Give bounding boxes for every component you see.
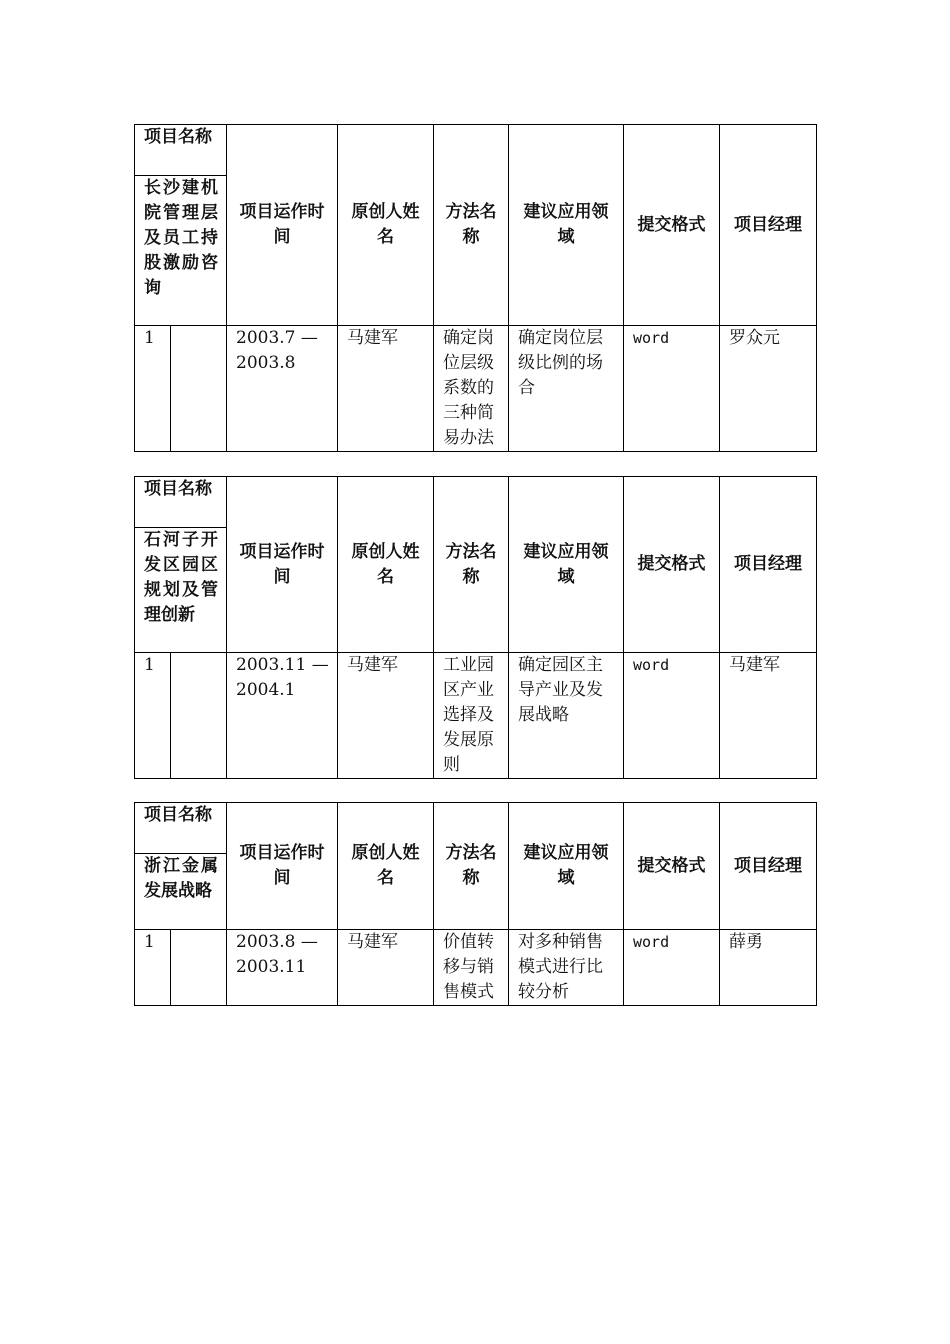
author-header: 原创人姓名 bbox=[338, 125, 434, 326]
time-header: 项目运作时间 bbox=[227, 803, 338, 930]
empty-cell bbox=[171, 653, 227, 779]
row-time: 2003.11 —2004.1 bbox=[227, 653, 338, 779]
row-time: 2003.8 —2003.11 bbox=[227, 930, 338, 1006]
row-index: 1 bbox=[135, 653, 171, 779]
project-table-3 bbox=[134, 802, 817, 1006]
row-method: 工业园区产业选择及发展原则 bbox=[434, 653, 509, 779]
application-header: 建议应用领域 bbox=[509, 477, 624, 653]
row-manager: 罗众元 bbox=[720, 326, 817, 452]
method-header: 方法名称 bbox=[434, 477, 509, 653]
author-header: 原创人姓名 bbox=[338, 477, 434, 653]
method-header: 方法名称 bbox=[434, 803, 509, 930]
project-name-header: 项目名称 bbox=[135, 125, 227, 176]
format-header: 提交格式 bbox=[624, 125, 720, 326]
row-manager: 马建军 bbox=[720, 653, 817, 779]
row-format: word bbox=[624, 653, 720, 779]
row-method: 价值转移与销售模式 bbox=[434, 930, 509, 1006]
application-header: 建议应用领域 bbox=[509, 803, 624, 930]
row-application: 确定园区主导产业及发展战略 bbox=[509, 653, 624, 779]
project-name-header: 项目名称 bbox=[135, 803, 227, 854]
table-row bbox=[135, 326, 817, 452]
manager-header: 项目经理 bbox=[720, 477, 817, 653]
manager-header: 项目经理 bbox=[720, 803, 817, 930]
row-application: 对多种销售模式进行比较分析 bbox=[509, 930, 624, 1006]
project-table-1 bbox=[134, 124, 817, 452]
row-manager: 薛勇 bbox=[720, 930, 817, 1006]
project-name: 石河子开发区园区规划及管理创新 bbox=[135, 528, 227, 653]
row-time: 2003.7 —2003.8 bbox=[227, 326, 338, 452]
method-header: 方法名称 bbox=[434, 125, 509, 326]
author-header: 原创人姓名 bbox=[338, 803, 434, 930]
project-name: 长沙建机院管理层及员工持股激励咨询 bbox=[135, 176, 227, 326]
empty-cell bbox=[171, 326, 227, 452]
row-author: 马建军 bbox=[338, 930, 434, 1006]
time-header: 项目运作时间 bbox=[227, 477, 338, 653]
format-header: 提交格式 bbox=[624, 803, 720, 930]
manager-header: 项目经理 bbox=[720, 125, 817, 326]
time-header: 项目运作时间 bbox=[227, 125, 338, 326]
row-index: 1 bbox=[135, 930, 171, 1006]
table-row bbox=[135, 930, 817, 1006]
row-format: word bbox=[624, 930, 720, 1006]
row-author: 马建军 bbox=[338, 653, 434, 779]
project-name: 浙江金属发展战略 bbox=[135, 854, 227, 930]
project-table-2 bbox=[134, 476, 817, 779]
project-name-header: 项目名称 bbox=[135, 477, 227, 528]
row-method: 确定岗位层级系数的三种简易办法 bbox=[434, 326, 509, 452]
table-row bbox=[135, 653, 817, 779]
row-index: 1 bbox=[135, 326, 171, 452]
empty-cell bbox=[171, 930, 227, 1006]
application-header: 建议应用领域 bbox=[509, 125, 624, 326]
row-application: 确定岗位层级比例的场合 bbox=[509, 326, 624, 452]
row-format: word bbox=[624, 326, 720, 452]
format-header: 提交格式 bbox=[624, 477, 720, 653]
row-author: 马建军 bbox=[338, 326, 434, 452]
